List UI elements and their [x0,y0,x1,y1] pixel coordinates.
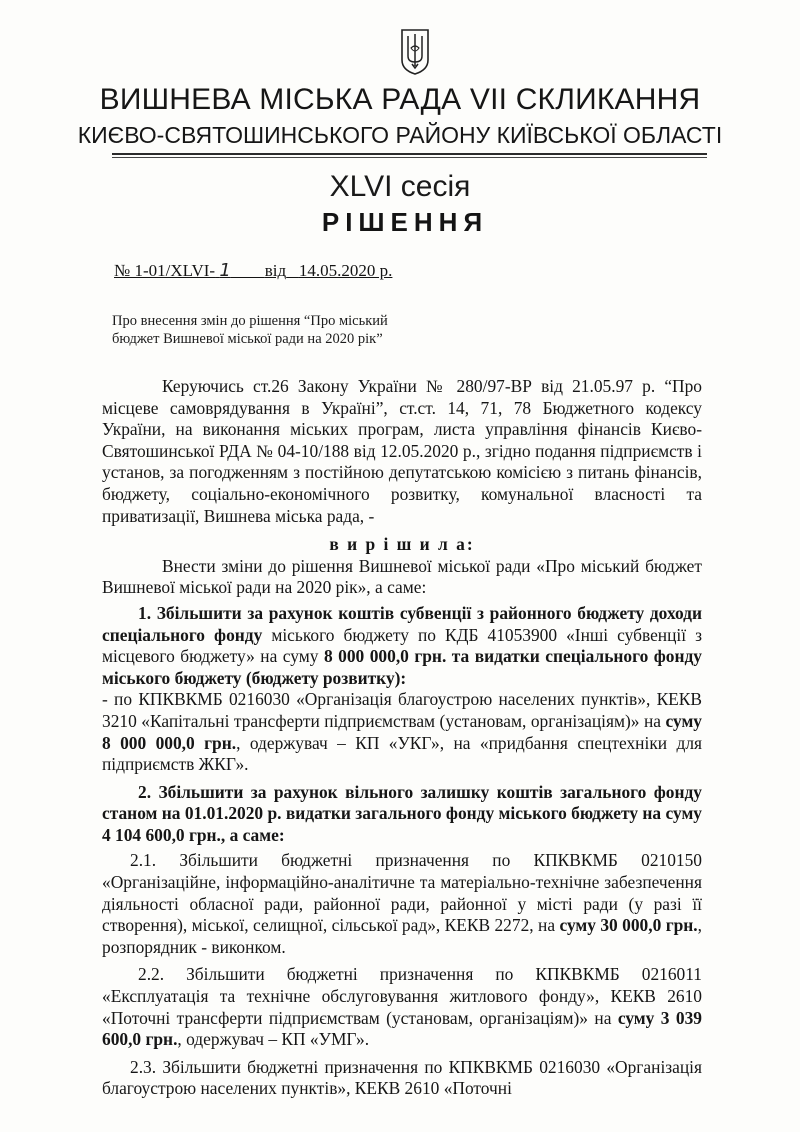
item-2-1-bold: суму 30 000,0 грн. [559,915,698,936]
item-1-bold-b: 8 000 000,0 грн. та видатки спеціального фонду міського бюджету (бюджету розвитку): [102,646,702,688]
item-2-2-text-a: 2.2. Збільшити бюджетні призначення по КПКВКМБ 0216011 «Експлуатація та технічне обслуговування житлового фонду», КЕКВ 2610 «Поточні трансферти підприємствам (установам, організаціям)» на [102,964,702,1028]
item-2-2-text-b: , одержувач – КП «УМГ». [177,1029,370,1050]
resolved-label: в и р і ш и л а: [329,534,475,555]
item-2 [102,782,702,847]
item-1-bold-c: суму 8 000 000,0 грн. [102,710,702,753]
item-1-text-b: - по КПКВКМБ 0216030 «Організація благоустрою населених пунктів», КЕКВ 3210 «Капітальні трансферти підприємствам (установам, організаціям)» на [102,689,702,731]
intro-paragraph: Внести зміни до рішення Вишневої міської ради «Про міський бюджет Вишневої міської ради на 2020 рік», а саме: [102,555,702,598]
decision-number-prefix: № 1-01/XLVI- [114,261,216,280]
item-2-1 [102,850,702,958]
decision-subject: Про внесення змін до рішення “Про міський бюджет Вишневої міської ради на 2020 рік” [112,313,388,347]
header-rule [112,153,707,155]
item-2-2 [102,964,702,1050]
handwritten-number: 1 [219,260,231,281]
item-1-subitem [102,689,702,775]
item-2-1-text-a: 2.1. Збільшити бюджетні призначення по КПКВКМБ 0210150 «Організаційне, інформаційно-аналітичне та матеріально-технічне забезпечення діяльності обласної ради, районної ради, районної у місті ради (у разі її створення), міської, селищної, сільської рад», КЕКВ 2272, на [102,850,702,936]
item-1 [102,603,702,689]
council-subtitle: КИЄВО-СВЯТОШИНСЬКОГО РАЙОНУ КИЇВСЬКОЇ ОБЛАСТІ [77,122,723,148]
item-2-3: 2.3. Збільшити бюджетні призначення по КПКВКМБ 0216030 «Організація благоустрою населених пунктів», КЕКВ 2610 «Поточні [102,1056,702,1099]
item-1-bold-a: 1. Збільшити за рахунок коштів субвенції з районного бюджету доходи спеціального фонду [102,602,702,645]
item-2-bold: 2. Збільшити за рахунок вільного залишку коштів загального фонду станом на 01.01.2020 р. видатки загального фонду міського бюджету на суму 4 104 600,0 грн., а саме: [102,781,702,845]
decision-title: РІШЕННЯ [321,207,489,237]
council-title: ВИШНЕВА МІСЬКА РАДА VII СКЛИКАННЯ [99,83,701,116]
date-label: від [264,261,287,280]
item-1-text-a: міського бюджету по КДБ 41053900 «Інші субвенції з місцевого бюджету» на суму [102,624,702,667]
decision-body [102,376,702,1100]
item-1-text-c: , одержувач – КП «УКГ», на «придбання спецтехніки для підприємств ЖКГ». [102,732,703,775]
item-2-2-bold: суму 3 039 600,0 грн. [102,1007,702,1050]
session-title: XLVI сесія [329,170,471,203]
item-2-1-text-b: , розпорядник - виконком. [102,915,702,957]
decision-number-line [114,260,392,281]
decision-date: 14.05.2020 р. [298,261,393,280]
ukraine-trident-icon [399,26,431,76]
preamble-paragraph: Керуючись ст.26 Закону України № 280/97-ВР від 21.05.97 р. “Про місцеве самоврядування в Україні”, ст.ст. 14, 71, 78 Бюджетного кодексу України, на виконання міських програм, листа управління фінансів Києво-Святошинської РДА № 04-10/188 від 12.05.2020 р., згідно подання підприємств і установ, за погодженням з постійною депутатською комісією з питань фінансів, бюджету, соціально-економічного розвитку, комунальної власності та приватизації, Вишнева міська рада, - [102,376,702,526]
header-rule-thin [112,157,707,158]
